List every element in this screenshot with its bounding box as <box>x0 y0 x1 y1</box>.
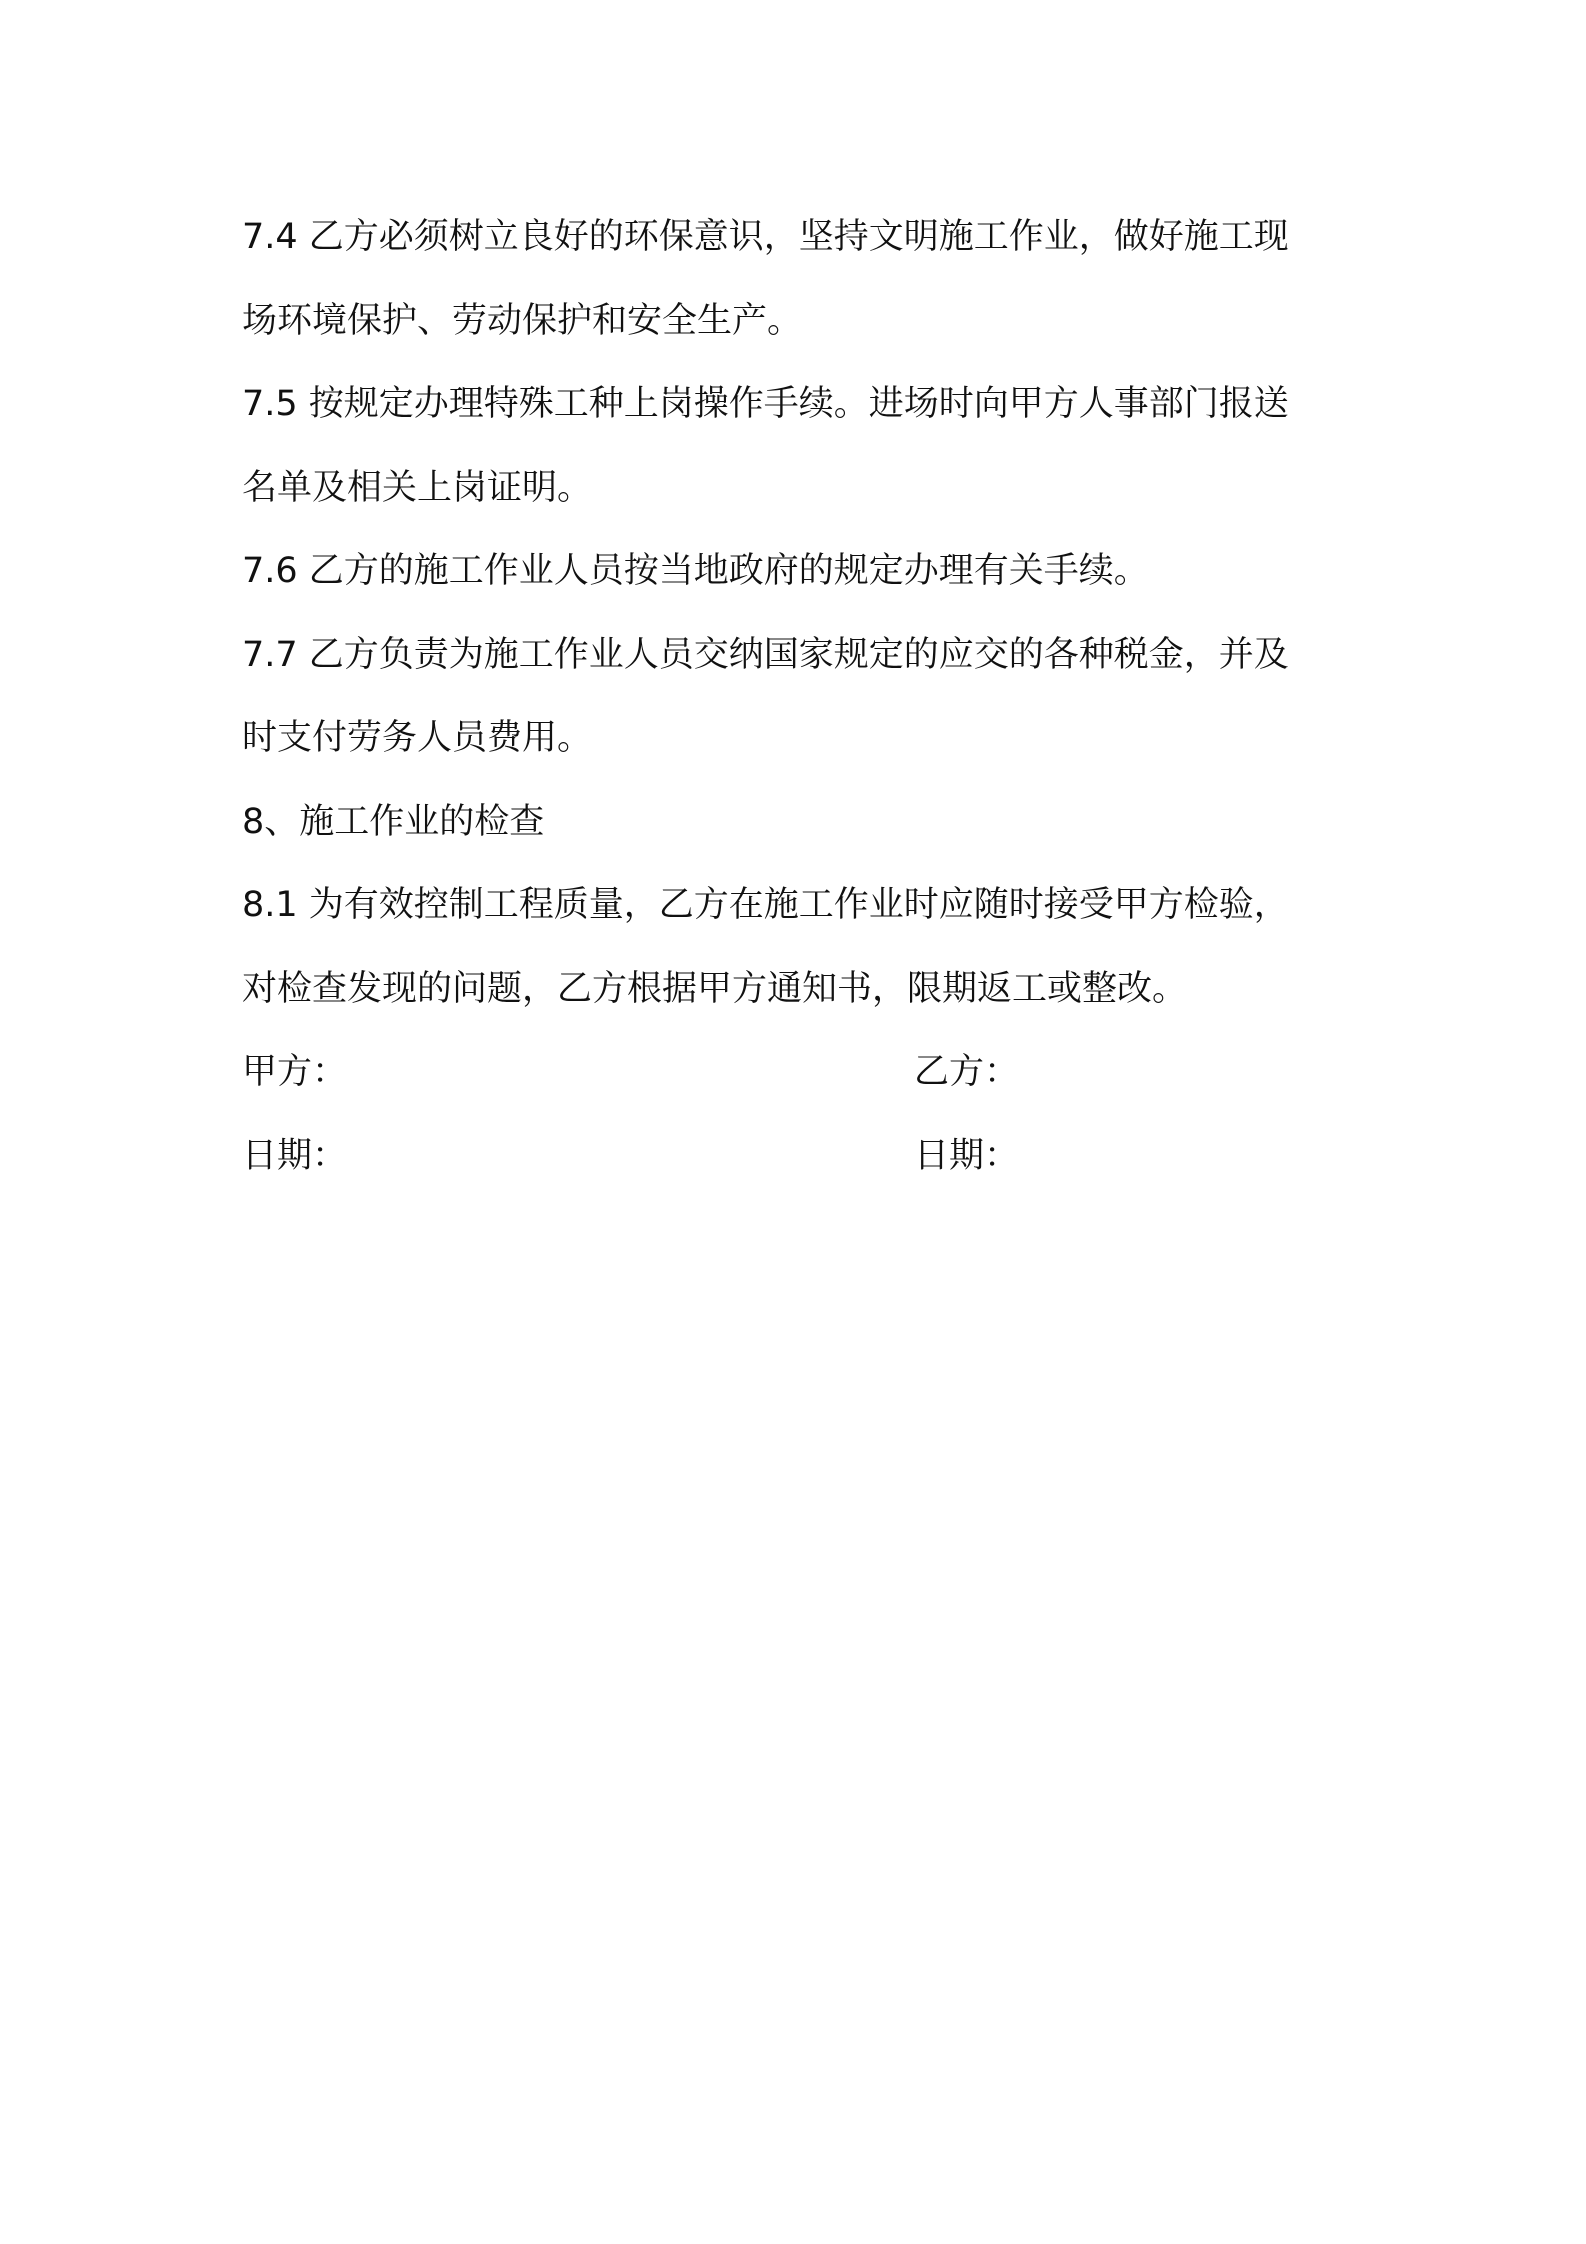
section-8-heading: 8、施工作业的检查 <box>242 801 545 842</box>
signature-party-row <box>242 1031 1352 1115</box>
document-body <box>242 196 1352 1198</box>
signature-date-row <box>242 1115 1352 1199</box>
clause-7-5-line-2: 名单及相关上岗证明。 <box>242 467 593 508</box>
clause-7-4-line-2: 场环境保护、劳动保护和安全生产。 <box>242 300 803 341</box>
party-a-label: 甲方： <box>242 1052 348 1092</box>
clause-7-7-line-1: 7.7 乙方负责为施工作业人员交纳国家规定的应交的各种税金，并及 <box>242 634 1289 675</box>
clause-7-4-line-1: 7.4 乙方必须树立良好的环保意识，坚持文明施工作业，做好施工现 <box>242 217 1289 257</box>
clause-8-1-line-1: 8.1 为有效控制工程质量，乙方在施工作业时应随时接受甲方检验， <box>242 885 1289 925</box>
party-b-label: 乙方： <box>914 1052 1020 1092</box>
clause-8-1-line-2: 对检查发现的问题，乙方根据甲方通知书，限期返工或整改。 <box>242 968 1188 1009</box>
date-a-label: 日期： <box>242 1135 348 1176</box>
date-b-label: 日期： <box>914 1135 1020 1176</box>
clause-7-7-line-2: 时支付劳务人员费用。 <box>242 718 593 758</box>
clause-7-5-line-1: 7.5 按规定办理特殊工种上岗操作手续。进场时向甲方人事部门报送 <box>242 384 1289 424</box>
clause-7-6-line-1: 7.6 乙方的施工作业人员按当地政府的规定办理有关手续。 <box>242 551 1149 591</box>
